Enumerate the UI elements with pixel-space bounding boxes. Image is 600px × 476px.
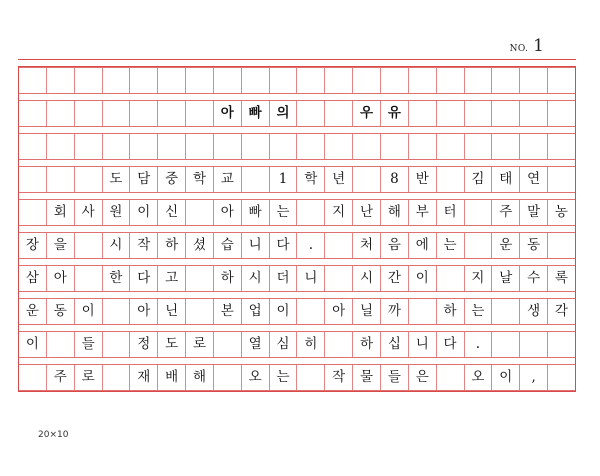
grid-cell: 중 [157,167,185,192]
grid-cell: 의 [269,101,297,126]
grid-cell: 운 [25,302,39,319]
grid-cell: . [464,332,492,357]
grid-cell: 이 [74,299,102,324]
grid-row [19,166,575,193]
grid-cell: 빠 [241,200,269,225]
grid-cell [491,332,519,357]
grid-cell: 까 [380,299,408,324]
grid-cell: 습 [213,233,241,258]
grid-cell: 김 [464,167,492,192]
grid-cell [102,134,130,159]
grid-cell [408,299,436,324]
header-rule [18,59,576,60]
grid-cell: 난 [352,200,380,225]
grid-cell: 학 [296,167,324,192]
page-number [510,36,544,56]
grid-cell: 물 [352,365,380,390]
grid-cell [436,101,464,126]
grid-cell: 날 [491,266,519,291]
grid-cell: 부 [408,200,436,225]
grid-cell: 해 [185,365,213,390]
grid-cell [408,101,436,126]
grid-cell: 로 [185,332,213,357]
grid-cell [74,101,102,126]
grid-cell: 교 [213,167,241,192]
grid-cell [102,299,130,324]
grid-cell [74,134,102,159]
grid-cell: 지 [324,200,352,225]
grid-cell [547,68,575,93]
grid-cell: 는 [269,365,297,390]
grid-cell [74,266,102,291]
grid-cell: 간 [380,266,408,291]
grid-cell: 사 [74,200,102,225]
grid-cell: 십 [380,332,408,357]
grid-cell [269,134,297,159]
grid-cell [464,134,492,159]
grid-cell: 들 [380,365,408,390]
grid-cell [324,134,352,159]
grid-cell: 음 [380,233,408,258]
grid-cell: 년 [324,167,352,192]
grid-cell [102,101,130,126]
grid-cell: 본 [213,299,241,324]
grid-cell: 우 [352,101,380,126]
grid-cell [185,68,213,93]
grid-cell [157,68,185,93]
grid-cell: 처 [352,233,380,258]
grid-cell: 아 [129,299,157,324]
grid-row [19,100,575,127]
grid-cell: 는 [464,299,492,324]
grid-cell [324,233,352,258]
grid-cell [352,68,380,93]
grid-cell: 동 [519,233,547,258]
grid-cell: 신 [157,200,185,225]
grid-cell: 다 [269,233,297,258]
grid-cell: 들 [74,332,102,357]
grid-cell: 히 [296,332,324,357]
grid-cell: 한 [102,266,130,291]
grid-row [19,265,575,292]
grid-cell [436,365,464,390]
grid-cell [352,134,380,159]
grid-row [19,232,575,259]
grid-cell [19,68,46,93]
grid-cell [241,134,269,159]
grid-cell: 유 [380,101,408,126]
grid-cell [157,101,185,126]
grid-cell: 은 [408,365,436,390]
grid-cell: 각 [547,299,575,324]
grid-cell: 는 [436,233,464,258]
grid-cell [46,134,74,159]
grid-cell: 회 [46,200,74,225]
grid-cell [464,200,492,225]
grid-cell: 주 [46,365,74,390]
grid-cell: 닐 [352,299,380,324]
grid-row [19,364,575,391]
grid-row [19,67,575,94]
grid-cell [129,134,157,159]
grid-cell: 연 [519,167,547,192]
grid-cell [241,167,269,192]
grid-cell [436,167,464,192]
grid-cell: 삼 [25,269,39,286]
grid-cell: 담 [129,167,157,192]
page-number-value: 1 [533,36,544,56]
grid-row [19,199,575,226]
grid-cell [19,101,46,126]
grid-cell [129,68,157,93]
grid-cell: 로 [74,365,102,390]
grid-cell [296,134,324,159]
grid-cell: 도 [157,332,185,357]
grid-cell: 동 [46,299,74,324]
grid-cell [185,266,213,291]
grid-cell: 시 [102,233,130,258]
grid-cell [129,101,157,126]
grid-cell [74,68,102,93]
grid-cell: 록 [547,266,575,291]
grid-cell: 닌 [157,299,185,324]
grid-cell [296,68,324,93]
grid-cell [324,332,352,357]
grid-cell [296,365,324,390]
grid-cell [380,68,408,93]
grid-cell: 해 [380,200,408,225]
grid-cell: 더 [269,266,297,291]
grid-row [19,298,575,325]
grid-cell: 주 [491,200,519,225]
grid-cell [269,68,297,93]
grid-cell [46,101,74,126]
grid-cell [519,68,547,93]
grid-cell: 시 [352,266,380,291]
grid-cell: 이 [129,200,157,225]
grid-cell [46,167,74,192]
grid-cell [491,299,519,324]
grid-cell [74,167,102,192]
grid-cell: 셨 [185,233,213,258]
grid-cell: 아 [213,200,241,225]
grid-cell [102,365,130,390]
grid-cell: 는 [269,200,297,225]
grid-cell [19,365,46,390]
grid-cell: 8 [380,167,408,192]
grid-cell: 니 [296,266,324,291]
grid-cell [547,101,575,126]
grid-cell: 도 [102,167,130,192]
grid-cell: 운 [491,233,519,258]
grid-cell [547,167,575,192]
grid-cell [408,134,436,159]
grid-cell: 하 [157,233,185,258]
grid-cell [102,68,130,93]
grid-cell: 아 [213,101,241,126]
grid-cell [464,233,492,258]
grid-cell: 농 [547,200,575,225]
grid-cell: 하 [213,266,241,291]
grid-cell [185,134,213,159]
grid-cell: 작 [324,365,352,390]
grid-cell [185,299,213,324]
grid-cell: 시 [241,266,269,291]
grid-cell [436,134,464,159]
grid-cell: 다 [436,332,464,357]
grid-cell: 아 [46,266,74,291]
grid-cell [213,365,241,390]
grid-cell: . [296,233,324,258]
grid-cell [157,134,185,159]
grid-cell [185,200,213,225]
grid-cell: 반 [408,167,436,192]
grid-cell [46,332,74,357]
grid-cell: 이 [269,299,297,324]
grid-cell: 원 [102,200,130,225]
grid-cell [464,101,492,126]
grid-cell: 을 [46,233,74,258]
grid-cell: 말 [519,200,547,225]
grid-cell: 장 [25,236,39,253]
grid-cell [46,68,74,93]
grid-cell [547,332,575,357]
grid-cell: 1 [269,167,297,192]
grid-cell [352,167,380,192]
grid-cell: 터 [436,200,464,225]
grid-cell [74,233,102,258]
grid-cell: 오 [241,365,269,390]
grid-cell: 하 [352,332,380,357]
grid-cell: 열 [241,332,269,357]
grid-cell: 하 [436,299,464,324]
grid-cell [213,68,241,93]
manuscript-grid [18,66,576,392]
grid-cell [241,68,269,93]
grid-cell [324,101,352,126]
grid-cell [547,134,575,159]
grid-cell [408,68,436,93]
grid-cell: 아 [324,299,352,324]
grid-cell: 재 [129,365,157,390]
grid-cell [296,200,324,225]
grid-cell: 고 [157,266,185,291]
grid-row [19,331,575,358]
grid-cell [213,332,241,357]
grid-cell [547,233,575,258]
grid-cell [380,134,408,159]
grid-cell [296,101,324,126]
grid-cell: 배 [157,365,185,390]
grid-cell [102,332,130,357]
grid-cell: 업 [241,299,269,324]
grid-cell: 오 [464,365,492,390]
grid-cell: 니 [408,332,436,357]
grid-cell [519,101,547,126]
grid-cell: 생 [519,299,547,324]
grid-cell [19,200,46,225]
grid-cell: 이 [408,266,436,291]
grid-cell: 수 [519,266,547,291]
grid-cell [436,266,464,291]
grid-cell: 학 [185,167,213,192]
grid-cell: 다 [129,266,157,291]
grid-cell [519,134,547,159]
grid-cell [19,167,46,192]
grid-cell [519,332,547,357]
grid-cell: 에 [408,233,436,258]
grid-cell: 정 [129,332,157,357]
grid-cell [464,68,492,93]
grid-cell [491,68,519,93]
grid-cell [436,68,464,93]
grid-cell [19,134,46,159]
grid-cell [213,134,241,159]
grid-cell: 이 [25,335,39,352]
grid-row [19,133,575,160]
grid-cell [491,134,519,159]
grid-size-label: 20×10 [38,430,69,440]
grid-cell: 작 [129,233,157,258]
grid-cell [185,101,213,126]
grid-cell: 이 [491,365,519,390]
grid-cell: 지 [464,266,492,291]
page-number-label: NO. [509,44,529,54]
grid-cell [324,68,352,93]
grid-cell: , [519,365,547,390]
grid-cell: 태 [491,167,519,192]
grid-cell [547,365,575,390]
grid-cell: 심 [269,332,297,357]
grid-cell [296,299,324,324]
grid-cell: 니 [241,233,269,258]
grid-cell [491,101,519,126]
grid-cell: 빠 [241,101,269,126]
grid-cell [324,266,352,291]
